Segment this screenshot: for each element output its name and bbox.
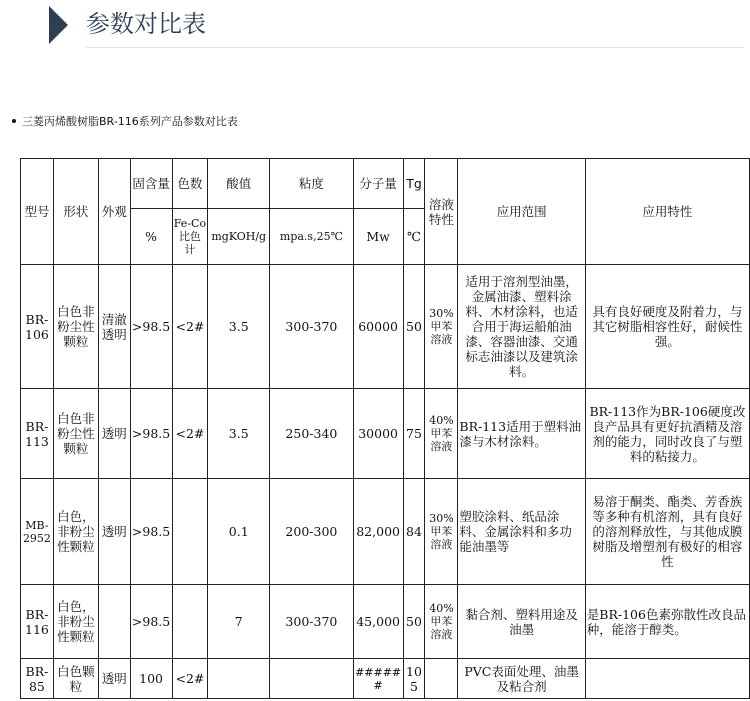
cell-solution: 40%甲苯溶液 <box>425 389 458 479</box>
page-header <box>0 0 750 56</box>
cell-solid: 100 <box>130 659 172 699</box>
cell-solution: 30%甲苯溶液 <box>425 265 458 389</box>
cell-color <box>172 479 208 585</box>
table-row <box>21 265 750 389</box>
cell-solution: 40%甲苯溶液 <box>425 585 458 659</box>
header-divider <box>86 47 744 48</box>
table-caption <box>12 115 238 129</box>
unit-solid: % <box>130 209 172 265</box>
cell-color: <2# <box>172 265 208 389</box>
cell-solution <box>425 659 458 699</box>
cell-solid: >98.5 <box>130 479 172 585</box>
header-appearance: 外观 <box>98 159 130 265</box>
unit-acid: mgKOH/g <box>208 209 270 265</box>
cell-features <box>585 659 749 699</box>
cell-features: 易溶于酮类、酯类、芳香族等多种有机溶剂，具有良好的溶剂释放性，与其他成膜树脂及增塑剂有极好的相容性 <box>585 479 749 585</box>
header-form: 形状 <box>53 159 98 265</box>
cell-viscosity: 300-370 <box>270 585 354 659</box>
cell-appearance: 清澈透明 <box>98 265 130 389</box>
cell-viscosity: 250-340 <box>270 389 354 479</box>
cell-tg: 75 <box>403 389 425 479</box>
cell-viscosity: 300-370 <box>270 265 354 389</box>
page-title: 参数对比表 <box>86 10 206 38</box>
cell-model: BR-106 <box>21 265 54 389</box>
cell-solution: 30%甲苯溶液 <box>425 479 458 585</box>
cell-features: 具有良好硬度及附着力，与其它树脂相容性好，耐候性强。 <box>585 265 749 389</box>
cell-appearance: 透明 <box>98 479 130 585</box>
cell-acid: 0.1 <box>208 479 270 585</box>
header-solid: 固含量 <box>130 159 172 209</box>
cell-mw: 45,000 <box>353 585 403 659</box>
header-solution: 溶液特性 <box>425 159 458 265</box>
cell-color: <2# <box>172 659 208 699</box>
cell-application: BR-113适用于塑料油漆与木材涂料。 <box>458 389 585 479</box>
table-row <box>21 659 750 699</box>
cell-solid: >98.5 <box>130 585 172 659</box>
cell-appearance: 透明 <box>98 659 130 699</box>
unit-mw: Mw <box>353 209 403 265</box>
cell-model: BR-85 <box>21 659 54 699</box>
cell-form: 白色，非粉尘性颗粒 <box>53 585 98 659</box>
cell-mw: ###### <box>353 659 403 699</box>
caption-text: 三菱丙烯酸树脂BR-116系列产品参数对比表 <box>22 115 238 128</box>
cell-tg: 50 <box>403 265 425 389</box>
cell-appearance: 透明 <box>98 389 130 479</box>
cell-application: 塑胶涂料、纸品涂料、金属涂料和多功能油墨等 <box>458 479 585 585</box>
cell-appearance <box>98 585 130 659</box>
cell-color: <2# <box>172 389 208 479</box>
cell-form: 白色非粉尘性颗粒 <box>53 265 98 389</box>
cell-form: 白色非粉尘性颗粒 <box>53 389 98 479</box>
cell-viscosity <box>270 659 354 699</box>
cell-model: MB-2952 <box>21 479 54 585</box>
cell-solid: >98.5 <box>130 389 172 479</box>
cell-application: 适用于溶剂型油墨，金属油漆、塑料涂料、木材涂料，也适合用于海运船舶油漆、容器油漆、交通标志油漆以及建筑涂料。 <box>458 265 585 389</box>
table-row <box>21 585 750 659</box>
cell-color <box>172 585 208 659</box>
cell-features: BR-113作为BR-106硬度改良产品具有更好抗酒精及溶剂的能力，同时改良了与塑料的粘接力。 <box>585 389 749 479</box>
cell-features: 是BR-106色素弥散性改良品种，能溶于醇类。 <box>585 585 749 659</box>
cell-tg: 84 <box>403 479 425 585</box>
cell-mw: 82,000 <box>353 479 403 585</box>
header-mw: 分子量 <box>353 159 403 209</box>
table-row <box>21 479 750 585</box>
unit-viscosity: mpa.s,25℃ <box>270 209 354 265</box>
bullet-icon <box>12 119 16 123</box>
cell-mw: 60000 <box>353 265 403 389</box>
header-viscosity: 粘度 <box>270 159 354 209</box>
cell-application: PVC表面处理、油墨及粘合剂 <box>458 659 585 699</box>
cell-form: 白色，非粉尘性颗粒 <box>53 479 98 585</box>
header-tg: Tg <box>403 159 425 209</box>
cell-tg: 50 <box>403 585 425 659</box>
cell-tg: 105 <box>403 659 425 699</box>
header-model: 型号 <box>21 159 54 265</box>
cell-form: 白色颗粒 <box>53 659 98 699</box>
cell-acid: 7 <box>208 585 270 659</box>
spec-table <box>20 158 750 699</box>
cell-application: 黏合剂、塑料用途及油墨 <box>458 585 585 659</box>
cell-model: BR-116 <box>21 585 54 659</box>
header-features: 应用特性 <box>585 159 749 265</box>
cell-solid: >98.5 <box>130 265 172 389</box>
cell-mw: 30000 <box>353 389 403 479</box>
cell-viscosity: 200-300 <box>270 479 354 585</box>
header-color: 色数 <box>172 159 208 209</box>
cell-model: BR-113 <box>21 389 54 479</box>
cell-acid: 3.5 <box>208 265 270 389</box>
table-row <box>21 389 750 479</box>
unit-color: Fe-Co比色计 <box>172 209 208 265</box>
header-acid: 酸值 <box>208 159 270 209</box>
header-application: 应用范围 <box>458 159 585 265</box>
cell-acid: 3.5 <box>208 389 270 479</box>
unit-tg: ℃ <box>403 209 425 265</box>
chevron-right-icon <box>49 6 68 44</box>
cell-acid <box>208 659 270 699</box>
header-row <box>21 159 750 209</box>
